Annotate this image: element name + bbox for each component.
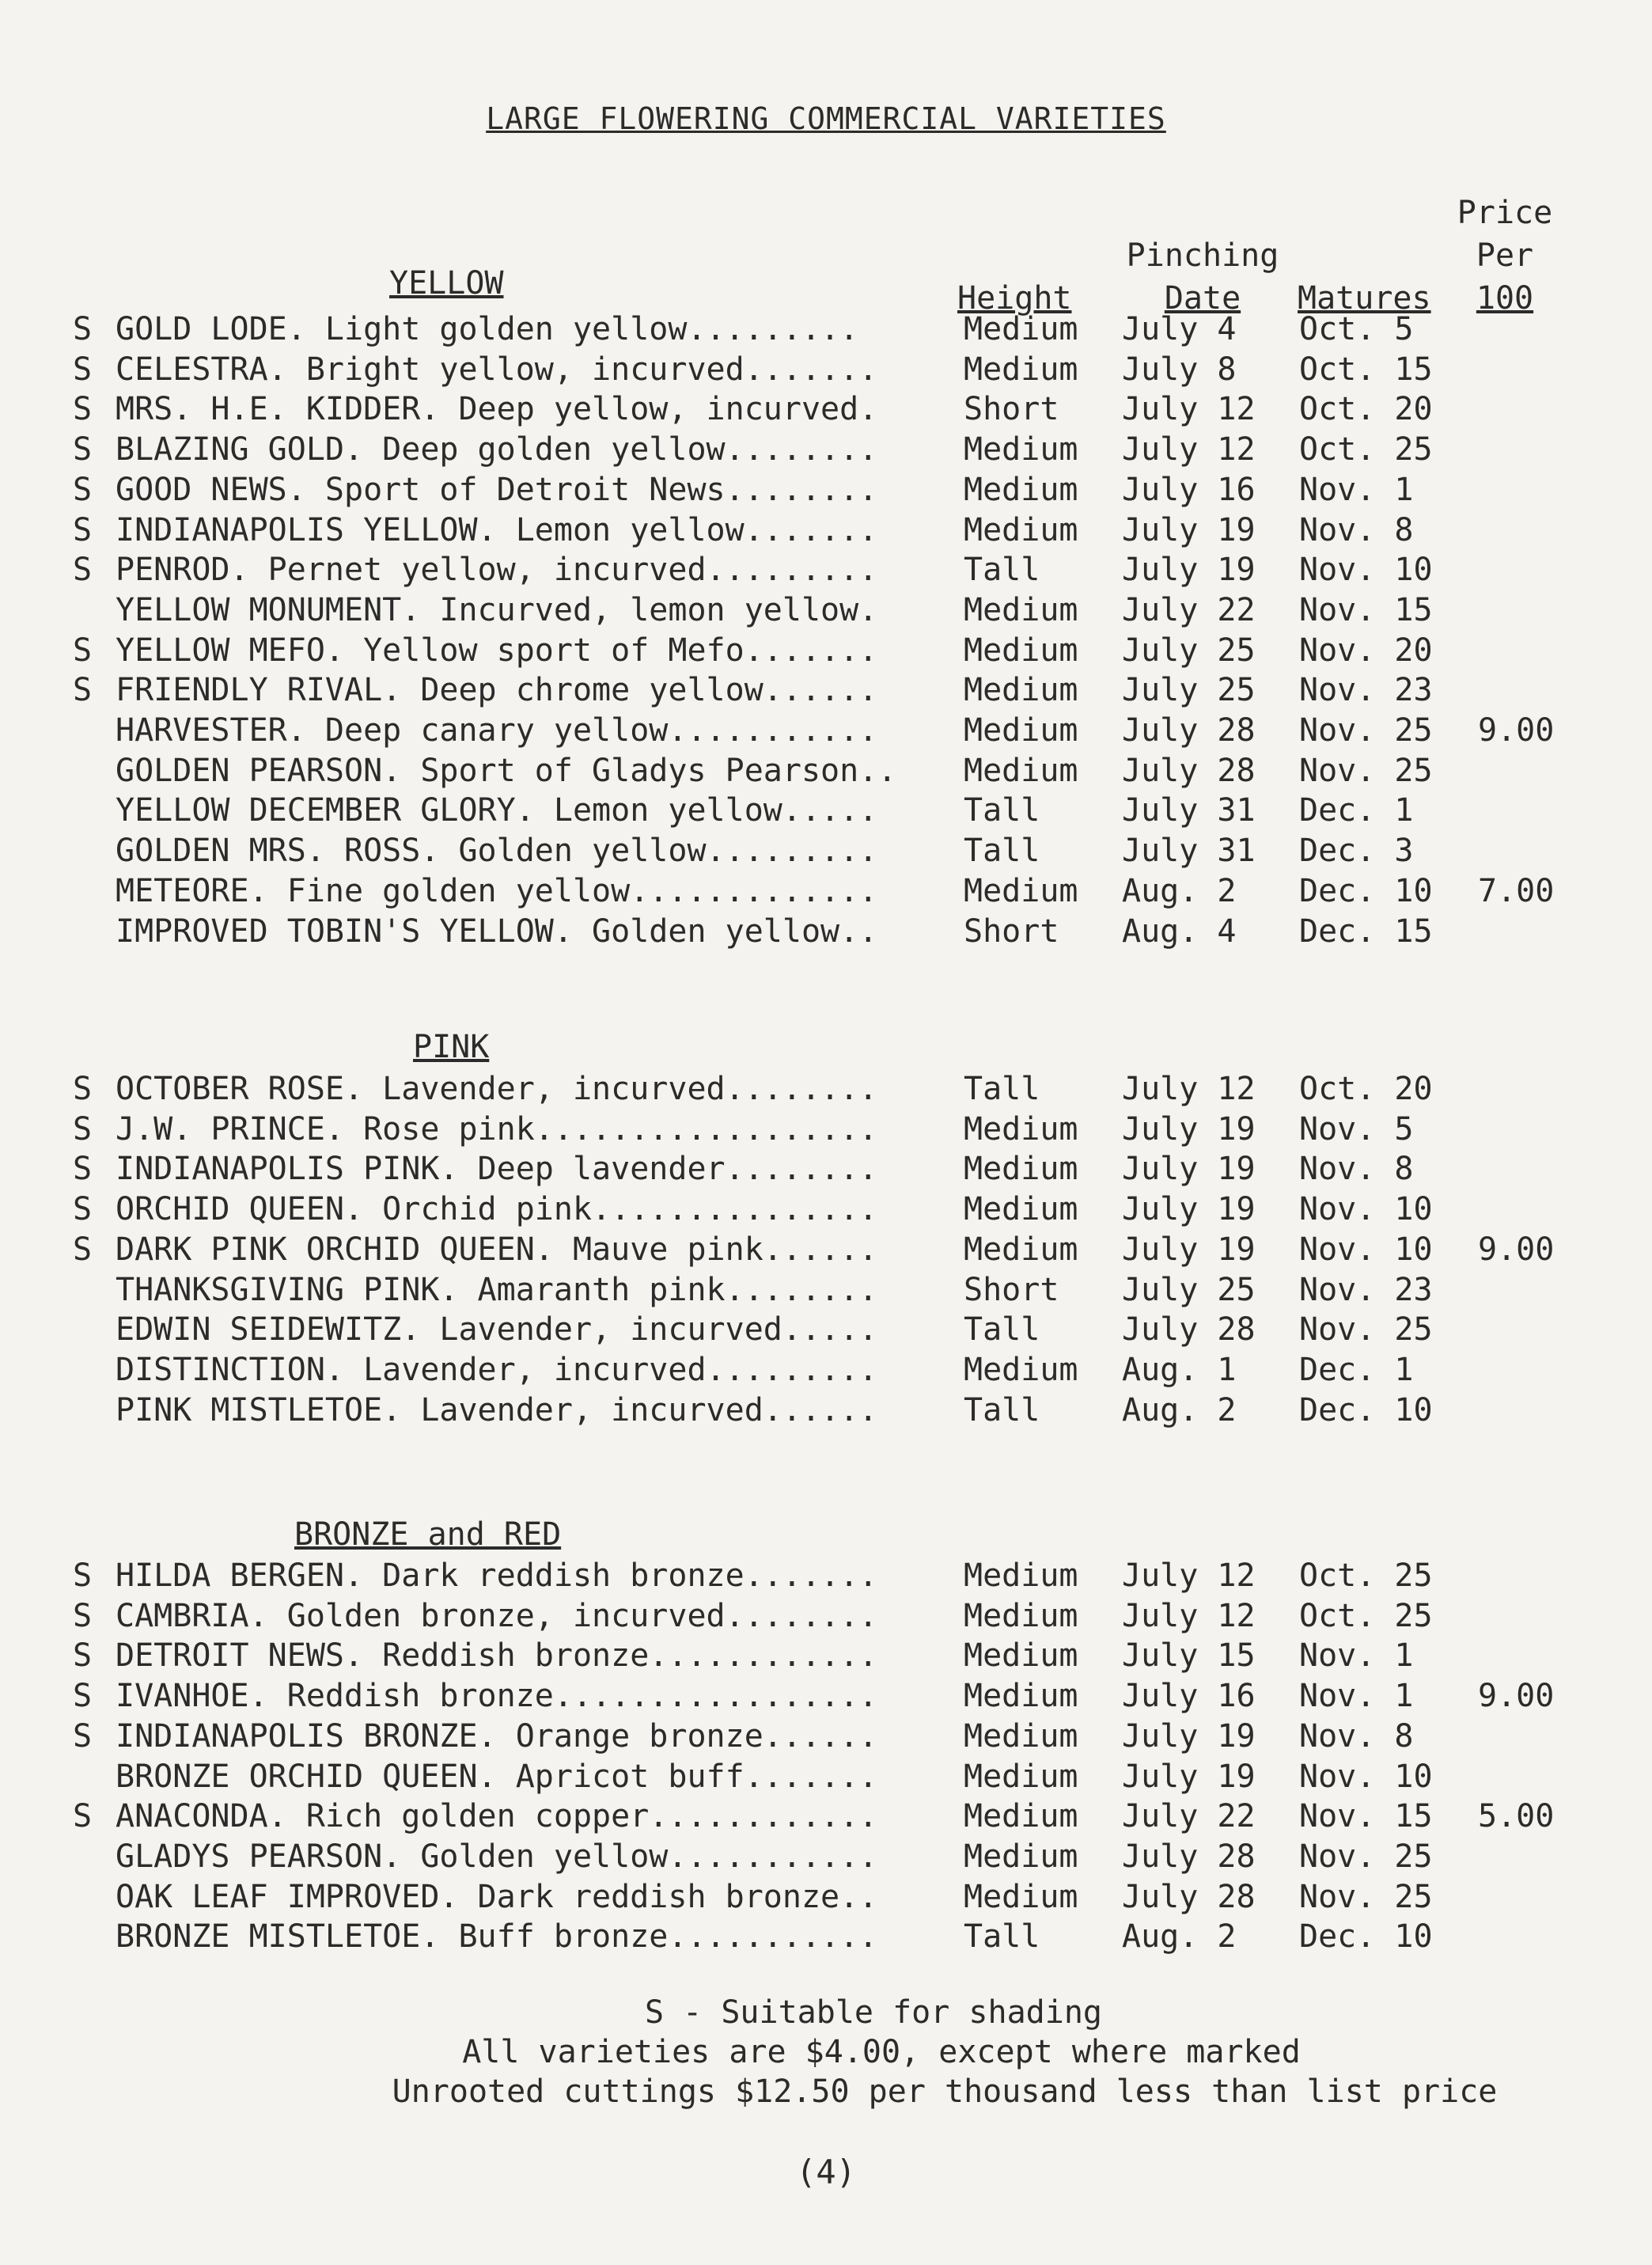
- variety-row: [0, 831, 1652, 871]
- variety-name: INDIANAPOLIS BRONZE. Orange bronze......: [116, 1717, 878, 1755]
- maturity-date: Dec. 1: [1299, 792, 1414, 829]
- variety-row: [0, 350, 1652, 389]
- pinching-date: July 19: [1122, 1231, 1256, 1268]
- variety-name: EDWIN SEIDEWITZ. Lavender, incurved.....: [116, 1311, 878, 1349]
- pinching-date: July 25: [1122, 672, 1256, 709]
- variety-height: Tall: [964, 1918, 1040, 1956]
- variety-row: [0, 1877, 1652, 1917]
- shading-mark: S: [73, 351, 93, 388]
- price-per-100: 7.00: [1478, 872, 1555, 909]
- shading-mark: S: [73, 471, 93, 508]
- variety-height: Tall: [964, 792, 1040, 829]
- variety-height: Medium: [964, 1151, 1078, 1188]
- maturity-date: Nov. 20: [1299, 632, 1433, 669]
- variety-row: [0, 510, 1652, 550]
- shading-mark: S: [73, 1071, 93, 1107]
- maturity-date: Oct. 20: [1299, 1071, 1433, 1107]
- maturity-date: Oct. 15: [1299, 351, 1433, 388]
- variety-height: Medium: [964, 1758, 1078, 1795]
- maturity-date: Nov. 25: [1299, 752, 1433, 789]
- variety-height: Medium: [964, 1597, 1078, 1634]
- pinching-date: July 31: [1122, 833, 1256, 870]
- variety-name: GOLDEN MRS. ROSS. Golden yellow.........: [116, 833, 878, 870]
- variety-name: IMPROVED TOBIN'S YELLOW. Golden yellow..: [116, 912, 878, 950]
- pinching-date: July 28: [1122, 1311, 1256, 1349]
- shading-mark: S: [73, 1717, 93, 1755]
- shading-mark: S: [73, 552, 93, 589]
- pinching-date: July 28: [1122, 712, 1256, 749]
- variety-name: YELLOW DECEMBER GLORY. Lemon yellow.....: [116, 792, 878, 829]
- pinching-date: July 8: [1122, 351, 1237, 388]
- shading-mark: S: [73, 1110, 93, 1148]
- variety-name: GOOD NEWS. Sport of Detroit News........: [116, 471, 878, 508]
- shading-mark: S: [73, 431, 93, 469]
- pinching-date: July 31: [1122, 792, 1256, 829]
- footer-cuttings-note: Unrooted cuttings $12.50 per thousand less than list price: [392, 2073, 1498, 2110]
- variety-row: [0, 791, 1652, 830]
- maturity-date: Oct. 25: [1299, 1557, 1433, 1594]
- variety-row: [0, 1556, 1652, 1595]
- variety-row: [0, 590, 1652, 630]
- variety-height: Medium: [964, 632, 1078, 669]
- variety-name: IVANHOE. Reddish bronze.................: [116, 1678, 878, 1715]
- variety-name: BRONZE MISTLETOE. Buff bronze...........: [116, 1918, 878, 1956]
- variety-row: [0, 711, 1652, 750]
- pinching-date: July 15: [1122, 1637, 1256, 1675]
- variety-row: [0, 1230, 1652, 1269]
- variety-height: Medium: [964, 1878, 1078, 1915]
- variety-height: Medium: [964, 1110, 1078, 1148]
- variety-name: CAMBRIA. Golden bronze, incurved........: [116, 1597, 878, 1634]
- shading-mark: S: [73, 1798, 93, 1835]
- variety-name: YELLOW MEFO. Yellow sport of Mefo.......: [116, 632, 878, 669]
- variety-height: Medium: [964, 591, 1078, 628]
- pinching-date: July 16: [1122, 1678, 1256, 1715]
- variety-name: OCTOBER ROSE. Lavender, incurved........: [116, 1071, 878, 1107]
- variety-height: Tall: [964, 833, 1040, 870]
- pinching-date-header: [1116, 234, 1290, 320]
- variety-row: [0, 389, 1652, 429]
- shading-mark: S: [73, 1191, 93, 1228]
- variety-name: THANKSGIVING PINK. Amaranth pink........: [116, 1271, 878, 1308]
- maturity-date: Dec. 10: [1299, 872, 1433, 909]
- price-per-100: 9.00: [1478, 1678, 1555, 1715]
- variety-height: Medium: [964, 311, 1078, 347]
- maturity-date: Nov. 10: [1299, 1231, 1433, 1268]
- maturity-date: Nov. 25: [1299, 1878, 1433, 1915]
- maturity-date: Oct. 25: [1299, 1597, 1433, 1634]
- pinching-date: Aug. 2: [1122, 1918, 1237, 1956]
- variety-name: CELESTRA. Bright yellow, incurved.......: [116, 351, 878, 388]
- variety-height: Medium: [964, 471, 1078, 508]
- variety-name: PINK MISTLETOE. Lavender, incurved......: [116, 1391, 878, 1428]
- pinching-date: July 19: [1122, 1110, 1256, 1148]
- variety-name: FRIENDLY RIVAL. Deep chrome yellow......: [116, 672, 878, 709]
- variety-name: DETROIT NEWS. Reddish bronze............: [116, 1637, 878, 1675]
- variety-row: [0, 1350, 1652, 1390]
- variety-row: [0, 470, 1652, 510]
- variety-name: ORCHID QUEEN. Orchid pink...............: [116, 1191, 878, 1228]
- shading-mark: S: [73, 1151, 93, 1188]
- variety-row: [0, 550, 1652, 590]
- variety-height: Medium: [964, 1798, 1078, 1835]
- variety-height: Short: [964, 1271, 1059, 1308]
- maturity-date: Nov. 25: [1299, 712, 1433, 749]
- pinching-date: July 28: [1122, 752, 1256, 789]
- matures-header-label: Matures: [1298, 280, 1431, 317]
- pinching-date: Aug. 2: [1122, 1391, 1237, 1428]
- pinching-date: July 19: [1122, 1758, 1256, 1795]
- price-per-100: 5.00: [1478, 1798, 1555, 1835]
- shading-mark: S: [73, 511, 93, 548]
- shading-mark: S: [73, 1231, 93, 1268]
- price-header: [1449, 192, 1560, 320]
- pinching-date: July 19: [1122, 552, 1256, 589]
- price-header-line2: Per: [1476, 237, 1534, 274]
- variety-name: HILDA BERGEN. Dark reddish bronze.......: [116, 1557, 878, 1594]
- variety-row: [0, 1110, 1652, 1149]
- maturity-date: Nov. 23: [1299, 1271, 1433, 1308]
- variety-height: Tall: [964, 1071, 1040, 1107]
- pinching-date: July 25: [1122, 1271, 1256, 1308]
- maturity-date: Nov. 25: [1299, 1838, 1433, 1875]
- variety-name: INDIANAPOLIS YELLOW. Lemon yellow.......: [116, 511, 878, 548]
- shading-mark: S: [73, 1637, 93, 1675]
- pinching-date: July 19: [1122, 1717, 1256, 1755]
- section-title: YELLOW: [389, 265, 504, 302]
- variety-height: Medium: [964, 872, 1078, 909]
- maturity-date: Nov. 1: [1299, 1678, 1414, 1715]
- pinching-date: July 19: [1122, 511, 1256, 548]
- variety-name: PENROD. Pernet yellow, incurved.........: [116, 552, 878, 589]
- maturity-date: Nov. 15: [1299, 1798, 1433, 1835]
- maturity-date: Dec. 10: [1299, 1391, 1433, 1428]
- variety-height: Medium: [964, 1191, 1078, 1228]
- variety-row: [0, 1796, 1652, 1836]
- pinching-date: July 12: [1122, 391, 1256, 428]
- variety-row: [0, 1596, 1652, 1636]
- maturity-date: Oct. 25: [1299, 431, 1433, 469]
- pinching-date: Aug. 2: [1122, 872, 1237, 909]
- pinching-date: July 19: [1122, 1191, 1256, 1228]
- variety-name: INDIANAPOLIS PINK. Deep lavender........: [116, 1151, 878, 1188]
- maturity-date: Nov. 5: [1299, 1110, 1414, 1148]
- shading-mark: S: [73, 1597, 93, 1634]
- variety-row: [0, 1837, 1652, 1876]
- shading-mark: S: [73, 672, 93, 709]
- maturity-date: Dec. 10: [1299, 1918, 1433, 1956]
- variety-name: BRONZE ORCHID QUEEN. Apricot buff.......: [116, 1758, 878, 1795]
- variety-row: [0, 912, 1652, 951]
- variety-height: Medium: [964, 1637, 1078, 1675]
- maturity-date: Nov. 8: [1299, 1151, 1414, 1188]
- page-number: (4): [796, 2153, 856, 2191]
- pinching-date: July 28: [1122, 1838, 1256, 1875]
- pinching-date: July 12: [1122, 1557, 1256, 1594]
- variety-height: Medium: [964, 752, 1078, 789]
- pinching-header-line2: Date: [1164, 280, 1241, 317]
- variety-name: J.W. PRINCE. Rose pink..................: [116, 1110, 878, 1148]
- pinching-date: July 12: [1122, 1597, 1256, 1634]
- variety-height: Medium: [964, 1678, 1078, 1715]
- variety-name: GOLD LODE. Light golden yellow.........: [116, 311, 859, 347]
- maturity-date: Dec. 1: [1299, 1351, 1414, 1388]
- variety-row: [0, 1390, 1652, 1430]
- variety-row: [0, 751, 1652, 791]
- price-header-line3: 100: [1476, 280, 1534, 317]
- maturity-date: Dec. 3: [1299, 833, 1414, 870]
- variety-height: Medium: [964, 1717, 1078, 1755]
- shading-mark: S: [73, 391, 93, 428]
- variety-name: OAK LEAF IMPROVED. Dark reddish bronze..: [116, 1878, 878, 1915]
- variety-row: [0, 1069, 1652, 1109]
- variety-height: Short: [964, 391, 1059, 428]
- variety-name: DARK PINK ORCHID QUEEN. Mauve pink......: [116, 1231, 878, 1268]
- footer-price-note: All varieties are $4.00, except where marked: [462, 2034, 1301, 2070]
- shading-mark: S: [73, 1557, 93, 1594]
- pinching-date: July 12: [1122, 1071, 1256, 1107]
- price-per-100: 9.00: [1478, 712, 1555, 749]
- maturity-date: Nov. 1: [1299, 1637, 1414, 1675]
- variety-row: [0, 1717, 1652, 1756]
- variety-height: Medium: [964, 431, 1078, 469]
- maturity-date: Nov. 1: [1299, 471, 1414, 508]
- maturity-date: Nov. 15: [1299, 591, 1433, 628]
- maturity-date: Nov. 8: [1299, 511, 1414, 548]
- variety-height: Medium: [964, 1838, 1078, 1875]
- maturity-date: Oct. 5: [1299, 311, 1414, 347]
- variety-height: Medium: [964, 712, 1078, 749]
- variety-row: [0, 1310, 1652, 1349]
- pinching-date: July 12: [1122, 431, 1256, 469]
- variety-height: Tall: [964, 1311, 1040, 1349]
- pinching-header-line1: Pinching: [1126, 237, 1279, 274]
- maturity-date: Dec. 15: [1299, 912, 1433, 950]
- shading-mark: S: [73, 311, 93, 347]
- pinching-date: July 25: [1122, 632, 1256, 669]
- maturity-date: Nov. 10: [1299, 552, 1433, 589]
- pinching-date: July 16: [1122, 471, 1256, 508]
- maturity-date: Nov. 10: [1299, 1758, 1433, 1795]
- variety-name: GLADYS PEARSON. Golden yellow...........: [116, 1838, 878, 1875]
- variety-height: Medium: [964, 351, 1078, 388]
- variety-row: [0, 1757, 1652, 1796]
- variety-height: Medium: [964, 511, 1078, 548]
- variety-row: [0, 1636, 1652, 1675]
- height-header-label: Height: [957, 280, 1072, 317]
- maturity-date: Nov. 23: [1299, 672, 1433, 709]
- footer-shading-note: S - Suitable for shading: [645, 1994, 1102, 2031]
- pinching-date: July 22: [1122, 591, 1256, 628]
- variety-name: GOLDEN PEARSON. Sport of Gladys Pearson..: [116, 752, 897, 789]
- page-title: LARGE FLOWERING COMMERCIAL VARIETIES: [486, 101, 1166, 136]
- section-title: BRONZE and RED: [294, 1516, 562, 1553]
- maturity-date: Nov. 8: [1299, 1717, 1414, 1755]
- variety-height: Tall: [964, 1391, 1040, 1428]
- variety-name: DISTINCTION. Lavender, incurved.........: [116, 1351, 878, 1388]
- pinching-date: July 19: [1122, 1151, 1256, 1188]
- variety-row: [0, 1189, 1652, 1229]
- variety-row: [0, 430, 1652, 469]
- pinching-date: July 22: [1122, 1798, 1256, 1835]
- shading-mark: S: [73, 1678, 93, 1715]
- variety-height: Medium: [964, 1557, 1078, 1594]
- pinching-date: July 28: [1122, 1878, 1256, 1915]
- variety-name: BLAZING GOLD. Deep golden yellow........: [116, 431, 878, 469]
- variety-row: [0, 670, 1652, 710]
- variety-row: [0, 309, 1652, 349]
- price-header-line1: Price: [1457, 195, 1553, 231]
- variety-row: [0, 1270, 1652, 1310]
- variety-row: [0, 1676, 1652, 1716]
- variety-name: METEORE. Fine golden yellow.............: [116, 872, 878, 909]
- variety-height: Tall: [964, 552, 1040, 589]
- variety-name: MRS. H.E. KIDDER. Deep yellow, incurved.: [116, 391, 878, 428]
- maturity-date: Nov. 10: [1299, 1191, 1433, 1228]
- pinching-date: Aug. 4: [1122, 912, 1237, 950]
- variety-name: HARVESTER. Deep canary yellow...........: [116, 712, 878, 749]
- variety-height: Medium: [964, 1231, 1078, 1268]
- maturity-date: Nov. 25: [1299, 1311, 1433, 1349]
- maturity-date: Oct. 20: [1299, 391, 1433, 428]
- section-title: PINK: [413, 1029, 490, 1065]
- shading-mark: S: [73, 632, 93, 669]
- variety-height: Short: [964, 912, 1059, 950]
- variety-row: [0, 631, 1652, 670]
- variety-row: [0, 1149, 1652, 1189]
- pinching-date: July 4: [1122, 311, 1237, 347]
- pinching-date: Aug. 1: [1122, 1351, 1237, 1388]
- variety-height: Medium: [964, 1351, 1078, 1388]
- price-per-100: 9.00: [1478, 1231, 1555, 1268]
- variety-row: [0, 871, 1652, 911]
- variety-name: YELLOW MONUMENT. Incurved, lemon yellow.: [116, 591, 878, 628]
- variety-height: Medium: [964, 672, 1078, 709]
- variety-row: [0, 1917, 1652, 1956]
- variety-name: ANACONDA. Rich golden copper............: [116, 1798, 878, 1835]
